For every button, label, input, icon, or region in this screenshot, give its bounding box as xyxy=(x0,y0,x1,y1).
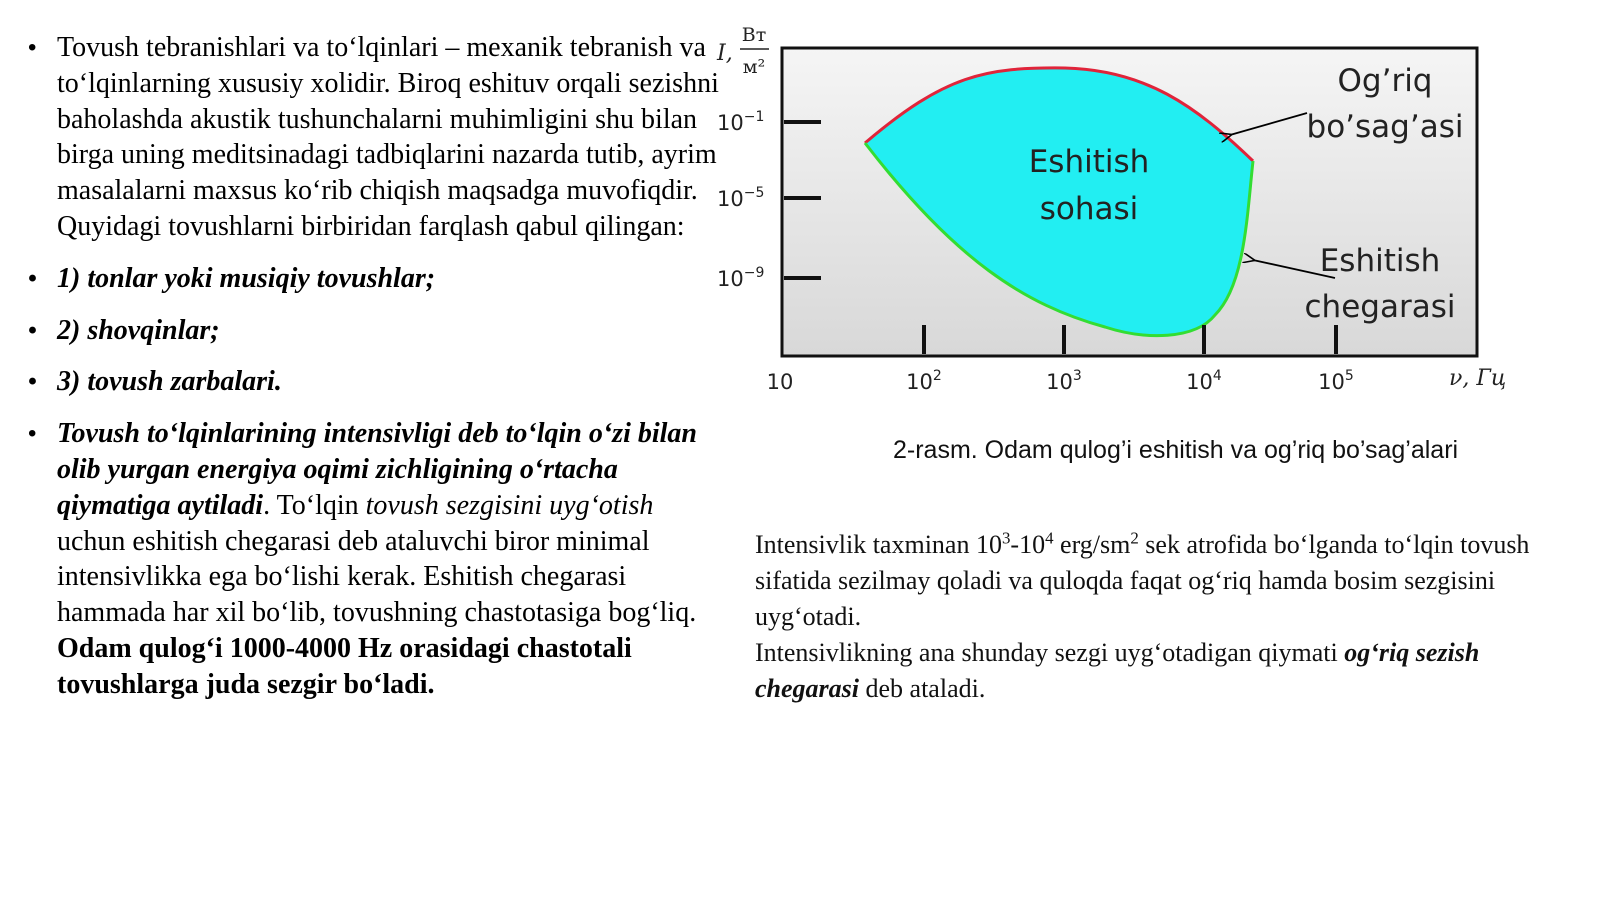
bullet-dot: • xyxy=(28,34,37,61)
threshold-label-line2: chegarasi xyxy=(1304,289,1456,325)
y-tick-label: $10^{-1}$ xyxy=(717,109,765,135)
bullet-tones xyxy=(20,261,720,297)
y-axis-unit-numerator: Вт xyxy=(741,24,767,46)
intensity-text-d: sek atrofida bo‘lganda to‘lqin tovush sifatida sezilmay qoladi va quloqda faqat og‘riq hamda bosim sezgisini uyg‘otadi. xyxy=(755,530,1530,631)
bullet-dot: • xyxy=(28,316,37,344)
bullet-dot: • xyxy=(28,264,37,292)
y-tick-label: $10^{-5}$ xyxy=(717,185,765,211)
pain-threshold-text-b: deb ataladi. xyxy=(859,674,986,703)
right-paragraph-1 xyxy=(755,527,1585,635)
superscript: 2 xyxy=(1130,528,1139,548)
region-label-line2: sohasi xyxy=(1039,191,1139,227)
x-tick-label: 10 xyxy=(766,370,794,394)
chart-svg xyxy=(717,15,1545,405)
intensity-text-c: erg/sm xyxy=(1053,530,1131,559)
pain-label-line2: bo’sag’asi xyxy=(1306,109,1464,145)
sensitivity-statement: Odam qulog‘i 1000-4000 Hz orasidagi chastotali tovushlarga juda sezgir bo‘ladi. xyxy=(57,632,632,700)
superscript: 3 xyxy=(1001,528,1011,548)
intensity-text-a: Intensivlik taxminan 10 xyxy=(755,530,1002,559)
bullet-intensity xyxy=(20,416,720,702)
bullet-dot: • xyxy=(28,420,37,448)
left-text-column xyxy=(20,30,720,703)
intensity-definition: Tovush to‘lqinlarining intensivligi deb to‘lqin o‘zi bilan olib yurgan energiya oqimi zichligining o‘rtacha qiymatiga aytiladi xyxy=(57,418,697,521)
region-label-line1: Eshitish xyxy=(1028,144,1150,180)
x-tick-label: $10^3$ xyxy=(1046,368,1082,394)
threshold-text-italic: tovush sezgisini uyg‘otish xyxy=(365,489,654,521)
threshold-text-b: uchun eshitish chegarasi deb ataluvchi biror minimal intensivlikka ega bo‘lishi kerak. Eshitish chegarasi hammada har xil bo‘lib, tovushning chastotasiga bog‘liq. xyxy=(57,525,697,629)
threshold-label-line1: Eshitish xyxy=(1319,243,1441,279)
y-axis-label xyxy=(716,24,769,78)
x-axis-label: ν, Гц xyxy=(1449,366,1507,391)
figure-caption: 2-rasm. Odam qulog’i eshitish va og’riq bo’sag’alari xyxy=(893,436,1459,464)
x-tick-label: $10^2$ xyxy=(906,368,942,394)
list-item: 2) shovqinlar; xyxy=(57,314,220,346)
definition-period: . xyxy=(263,489,271,521)
threshold-text-a: To‘lqin xyxy=(276,489,366,521)
bullet-intro xyxy=(20,30,720,245)
bullet-dot: • xyxy=(28,368,37,396)
x-tick-labels xyxy=(767,368,1354,394)
hearing-chart xyxy=(717,15,1545,405)
right-paragraph-2 xyxy=(755,635,1585,707)
superscript: 4 xyxy=(1045,528,1054,548)
intensity-text-b: -10 xyxy=(1010,530,1046,559)
bullet-beats xyxy=(20,364,720,400)
x-tick-label: $10^5$ xyxy=(1318,368,1354,394)
pain-label-line1: Og’riq xyxy=(1337,63,1433,99)
intro-paragraph: Tovush tebranishlari va to‘lqinlari – mexanik tebranish va to‘lqinlarning xususiy xolidir. Biroq eshituv orqali sezishni baholashda akustik tushunchalarni muhimligini shu bilan birga uning meditsinadagi tadbiqlarini nazarda tutib, ayrim masalalarni maxsus ko‘rib chiqish maqsadga muvofiqdir. Quyidagi tovushlarni birbiridan farqlash qabul qilingan: xyxy=(57,32,719,242)
right-text-block xyxy=(755,527,1585,707)
y-axis-variable: I, xyxy=(717,41,733,66)
y-tick-label: $10^{-9}$ xyxy=(717,265,765,291)
y-tick-labels xyxy=(717,109,764,291)
y-axis-unit-denominator: м² xyxy=(742,56,766,78)
bullet-noise xyxy=(20,313,720,349)
pain-threshold-text-a: Intensivlikning ana shunday sezgi uyg‘otadigan qiymati xyxy=(755,638,1345,667)
pain-threshold-term: og‘riq sezish chegarasi xyxy=(755,638,1480,703)
x-tick-label: $10^4$ xyxy=(1186,368,1222,394)
list-item: 1) tonlar yoki musiqiy tovushlar; xyxy=(57,262,436,294)
list-item: 3) tovush zarbalari. xyxy=(57,366,282,398)
